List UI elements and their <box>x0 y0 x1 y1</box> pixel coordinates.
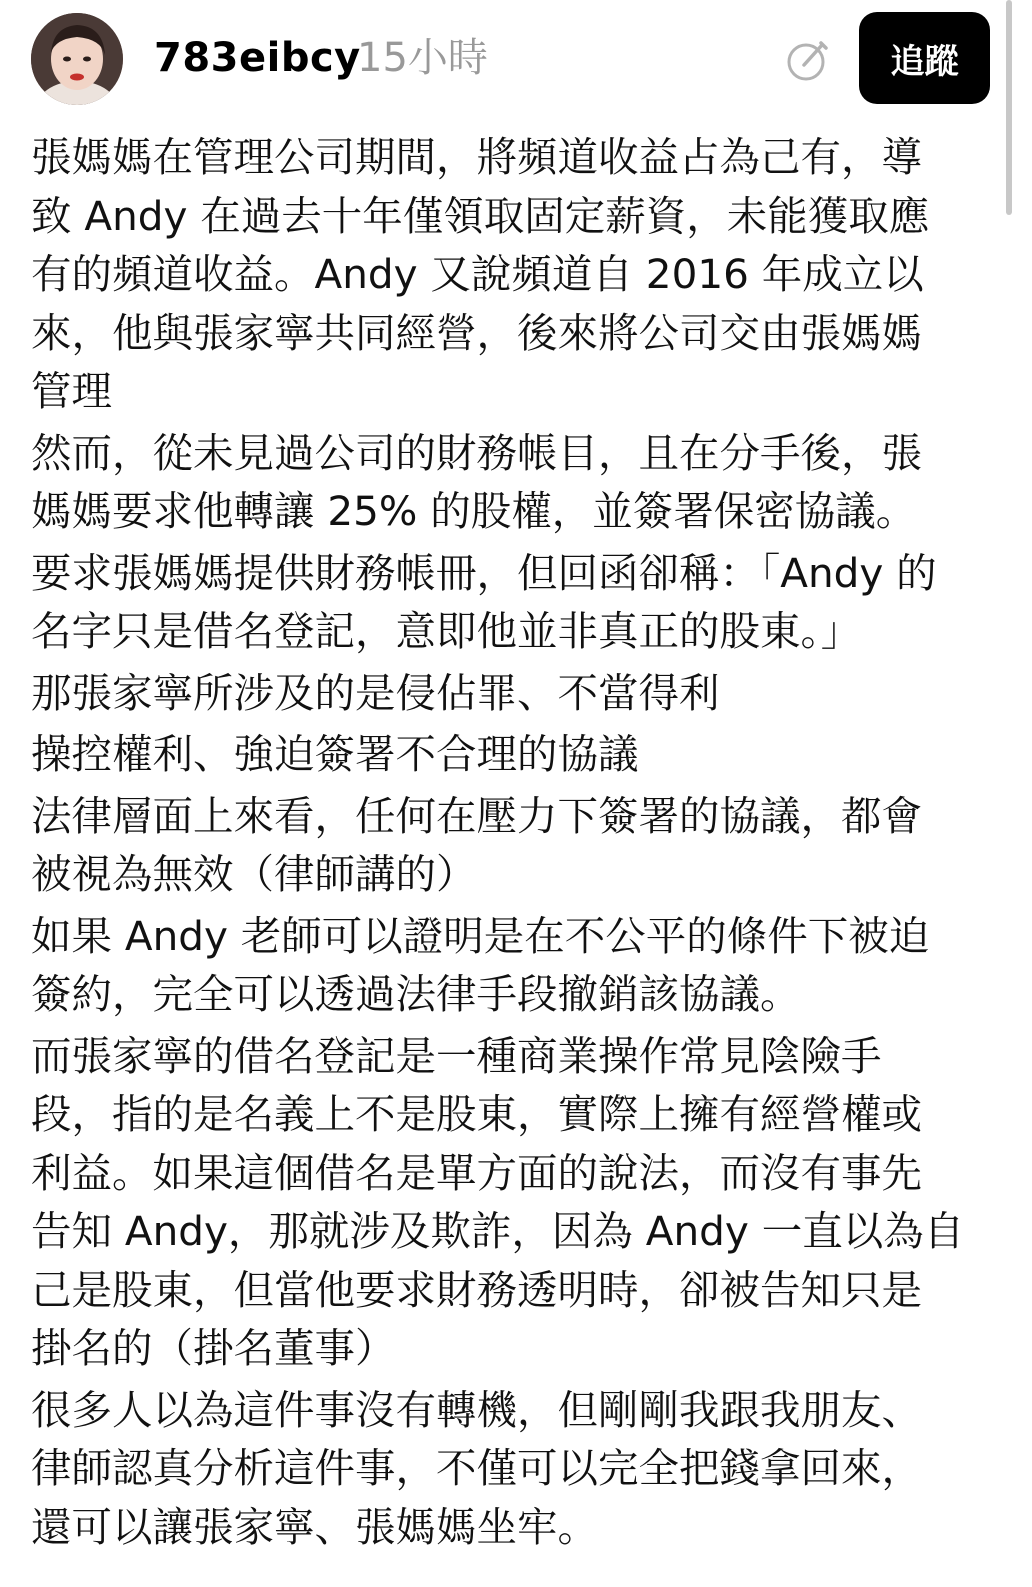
post-text-line: 名字只是借名登記，意即他並非真正的股東。」 <box>31 607 862 655</box>
post-paragraph <box>31 664 981 723</box>
post-text-line: 被視為無效（律師講的） <box>31 850 477 898</box>
post-timestamp: 15小時 <box>357 35 488 81</box>
post-paragraph <box>31 725 981 784</box>
post-text-line: 己是股東，但當他要求財務透明時，卻被告知只是 <box>31 1265 922 1314</box>
post-text-line: 法律層面上來看，任何在壓力下簽署的協議，都會 <box>31 791 922 840</box>
post-text-line: 很多人以為這件事沒有轉機，但剛剛我跟我朋友、 <box>31 1385 922 1434</box>
post-text-line: 如果 Andy 老師可以證明是在不公平的條件下被迫 <box>31 911 930 960</box>
post-text-line: 張媽媽在管理公司期間，將頻道收益占為己有，導 <box>31 133 922 181</box>
post-text-line: 利益。如果這個借名是單方面的說法，而沒有事先 <box>31 1148 922 1197</box>
post-paragraph <box>31 544 981 661</box>
scrollbar[interactable] <box>1006 0 1012 215</box>
post-text-line: 告知 Andy，那就涉及欺詐，因為 Andy 一直以為自 <box>31 1207 965 1255</box>
avatar[interactable] <box>31 13 123 105</box>
post-text-line: 簽約，完全可以透過法律手段撤銷該協議。 <box>31 970 801 1018</box>
post-text-line: 致 Andy 在過去十年僅領取固定薪資，未能獲取應 <box>31 191 930 240</box>
post-text-line: 段，指的是名義上不是股東，實際上擁有經營權或 <box>31 1090 922 1138</box>
post-paragraph <box>31 1027 981 1378</box>
post-text-line: 律師認真分析這件事，不僅可以完全把錢拿回來， <box>31 1444 922 1492</box>
post-text-line: 媽媽要求他轉讓 25% 的股權，並簽署保密協議。 <box>31 487 917 535</box>
post-paragraph <box>31 787 981 904</box>
post-header <box>0 0 1032 118</box>
post-text-line: 掛名的（掛名董事） <box>31 1324 396 1372</box>
post-paragraph <box>31 1381 981 1557</box>
post-text-line: 管理 <box>31 367 112 415</box>
post-paragraph <box>31 907 981 1024</box>
post-text-line: 操控權利、強迫簽署不合理的協議 <box>31 730 639 778</box>
post-body <box>31 128 981 1559</box>
username[interactable]: 783eibcy <box>154 35 361 81</box>
post-text-line: 那張家寧所涉及的是侵佔罪、不當得利 <box>31 668 720 717</box>
post-text-line: 然而，從未見過公司的財務帳目，且在分手後，張 <box>31 428 922 477</box>
post-paragraph <box>31 424 981 541</box>
edit-icon[interactable] <box>786 38 830 82</box>
post-text-line: 要求張媽媽提供財務帳冊，但回函卻稱：「Andy 的 <box>31 548 937 597</box>
avatar-photo-icon <box>31 13 123 105</box>
post-text-line: 有的頻道收益。Andy 又說頻道自 2016 年成立以 <box>31 250 924 298</box>
post-text-line: 還可以讓張家寧、張媽媽坐牢。 <box>31 1502 598 1551</box>
post-text-line: 來，他與張家寧共同經營，後來將公司交由張媽媽 <box>31 308 922 357</box>
post-text-line: 而張家寧的借名登記是一種商業操作常見陰險手 <box>31 1031 882 1080</box>
post-paragraph <box>31 128 981 421</box>
follow-button[interactable]: 追蹤 <box>859 12 990 104</box>
